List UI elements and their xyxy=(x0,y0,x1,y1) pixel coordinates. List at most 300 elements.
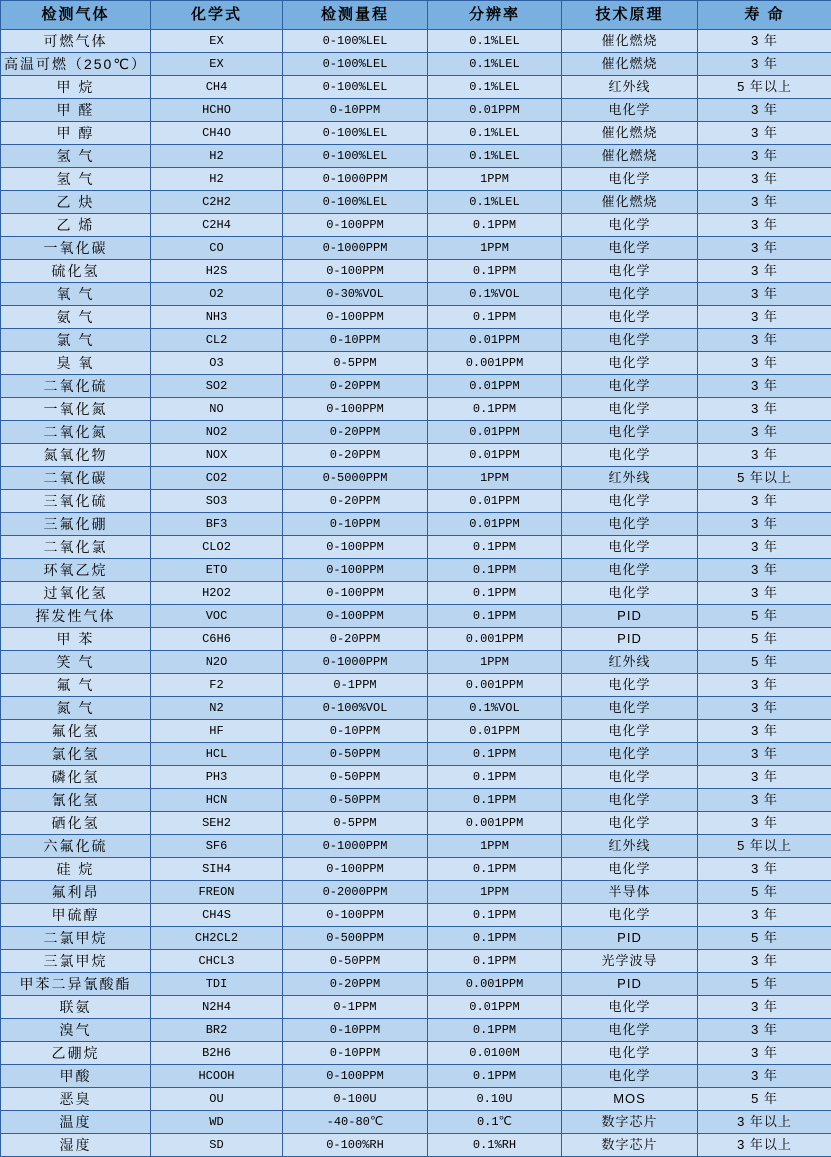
table-row xyxy=(1,283,831,306)
cell-formula: O2 xyxy=(151,283,283,306)
cell-technology: PID xyxy=(562,927,698,950)
cell-range: 0-100PPM xyxy=(283,214,428,237)
cell-gas: 甲酸 xyxy=(1,1065,151,1088)
cell-resolution: 0.1PPM xyxy=(428,789,562,812)
cell-range: 0-50PPM xyxy=(283,743,428,766)
cell-formula: B2H6 xyxy=(151,1042,283,1065)
column-header-range: 检测量程 xyxy=(283,1,428,30)
cell-resolution: 0.01PPM xyxy=(428,99,562,122)
cell-resolution: 0.1PPM xyxy=(428,1019,562,1042)
cell-range: 0-100PPM xyxy=(283,536,428,559)
cell-technology: 电化学 xyxy=(562,582,698,605)
cell-gas: 二氯甲烷 xyxy=(1,927,151,950)
cell-gas: 可燃气体 xyxy=(1,30,151,53)
cell-lifetime: 3 年 xyxy=(698,191,831,214)
cell-range: 0-10PPM xyxy=(283,1042,428,1065)
cell-resolution: 0.1PPM xyxy=(428,260,562,283)
cell-formula: H2 xyxy=(151,168,283,191)
cell-formula: CH4 xyxy=(151,76,283,99)
cell-gas: 甲苯二异氰酸酯 xyxy=(1,973,151,996)
cell-resolution: 1PPM xyxy=(428,237,562,260)
cell-range: 0-100U xyxy=(283,1088,428,1111)
cell-formula: C2H4 xyxy=(151,214,283,237)
cell-lifetime: 3 年 xyxy=(698,996,831,1019)
cell-range: 0-100%LEL xyxy=(283,145,428,168)
cell-lifetime: 3 年 xyxy=(698,1019,831,1042)
cell-range: 0-100PPM xyxy=(283,582,428,605)
cell-resolution: 0.1PPM xyxy=(428,582,562,605)
cell-gas: 乙 炔 xyxy=(1,191,151,214)
cell-range: 0-100%LEL xyxy=(283,53,428,76)
cell-resolution: 0.1%LEL xyxy=(428,122,562,145)
table-row xyxy=(1,536,831,559)
cell-gas: 二氧化硫 xyxy=(1,375,151,398)
cell-resolution: 1PPM xyxy=(428,467,562,490)
table-row xyxy=(1,881,831,904)
table-row xyxy=(1,904,831,927)
table-row xyxy=(1,375,831,398)
table-row xyxy=(1,651,831,674)
table-row xyxy=(1,490,831,513)
cell-technology: PID xyxy=(562,605,698,628)
cell-gas: 过氧化氢 xyxy=(1,582,151,605)
cell-range: 0-1000PPM xyxy=(283,651,428,674)
cell-gas: 氢 气 xyxy=(1,168,151,191)
cell-lifetime: 3 年 xyxy=(698,444,831,467)
cell-range: 0-20PPM xyxy=(283,628,428,651)
cell-lifetime: 3 年以上 xyxy=(698,1111,831,1134)
cell-technology: 电化学 xyxy=(562,329,698,352)
cell-gas: 氢 气 xyxy=(1,145,151,168)
cell-technology: PID xyxy=(562,628,698,651)
cell-lifetime: 3 年 xyxy=(698,513,831,536)
cell-lifetime: 5 年 xyxy=(698,973,831,996)
cell-gas: 六氟化硫 xyxy=(1,835,151,858)
cell-resolution: 0.1%VOL xyxy=(428,283,562,306)
table-row xyxy=(1,513,831,536)
cell-resolution: 0.001PPM xyxy=(428,352,562,375)
cell-formula: C2H2 xyxy=(151,191,283,214)
cell-lifetime: 3 年 xyxy=(698,697,831,720)
cell-gas: 甲 烷 xyxy=(1,76,151,99)
cell-lifetime: 3 年 xyxy=(698,536,831,559)
cell-resolution: 0.1%LEL xyxy=(428,30,562,53)
cell-range: 0-5PPM xyxy=(283,352,428,375)
cell-range: 0-100%RH xyxy=(283,1134,428,1157)
cell-resolution: 1PPM xyxy=(428,881,562,904)
cell-range: 0-50PPM xyxy=(283,950,428,973)
table-row xyxy=(1,720,831,743)
cell-formula: FREON xyxy=(151,881,283,904)
table-row xyxy=(1,467,831,490)
cell-technology: 红外线 xyxy=(562,467,698,490)
table-row xyxy=(1,950,831,973)
cell-range: 0-100PPM xyxy=(283,904,428,927)
cell-resolution: 0.01PPM xyxy=(428,329,562,352)
cell-technology: 电化学 xyxy=(562,743,698,766)
cell-gas: 氟利昂 xyxy=(1,881,151,904)
cell-gas: 甲 醇 xyxy=(1,122,151,145)
column-header-lifetime: 寿 命 xyxy=(698,1,831,30)
cell-formula: SO2 xyxy=(151,375,283,398)
cell-gas: 高温可燃（250℃） xyxy=(1,53,151,76)
cell-gas: 环氧乙烷 xyxy=(1,559,151,582)
cell-lifetime: 3 年 xyxy=(698,582,831,605)
cell-technology: 电化学 xyxy=(562,720,698,743)
cell-technology: 红外线 xyxy=(562,835,698,858)
cell-resolution: 0.001PPM xyxy=(428,674,562,697)
cell-technology: 电化学 xyxy=(562,812,698,835)
table-row xyxy=(1,582,831,605)
cell-formula: BF3 xyxy=(151,513,283,536)
cell-gas: 氰化氢 xyxy=(1,789,151,812)
cell-gas: 硫化氢 xyxy=(1,260,151,283)
cell-gas: 氮氧化物 xyxy=(1,444,151,467)
cell-lifetime: 3 年 xyxy=(698,122,831,145)
cell-lifetime: 3 年 xyxy=(698,99,831,122)
cell-range: 0-500PPM xyxy=(283,927,428,950)
cell-lifetime: 3 年 xyxy=(698,168,831,191)
cell-formula: HCHO xyxy=(151,99,283,122)
cell-range: 0-5PPM xyxy=(283,812,428,835)
cell-range: 0-10PPM xyxy=(283,1019,428,1042)
cell-lifetime: 5 年以上 xyxy=(698,835,831,858)
cell-technology: 催化燃烧 xyxy=(562,145,698,168)
cell-resolution: 0.01PPM xyxy=(428,490,562,513)
cell-technology: 催化燃烧 xyxy=(562,53,698,76)
cell-lifetime: 5 年 xyxy=(698,651,831,674)
cell-technology: 电化学 xyxy=(562,99,698,122)
cell-range: 0-100PPM xyxy=(283,605,428,628)
cell-formula: SIH4 xyxy=(151,858,283,881)
cell-resolution: 0.01PPM xyxy=(428,720,562,743)
cell-range: 0-1000PPM xyxy=(283,835,428,858)
cell-gas: 磷化氢 xyxy=(1,766,151,789)
table-row xyxy=(1,628,831,651)
cell-technology: 电化学 xyxy=(562,398,698,421)
cell-formula: N2H4 xyxy=(151,996,283,1019)
cell-range: 0-100PPM xyxy=(283,398,428,421)
column-header-formula: 化学式 xyxy=(151,1,283,30)
table-row xyxy=(1,697,831,720)
cell-range: 0-10PPM xyxy=(283,720,428,743)
cell-formula: CO xyxy=(151,237,283,260)
cell-technology: 电化学 xyxy=(562,444,698,467)
cell-resolution: 0.1℃ xyxy=(428,1111,562,1134)
table-row xyxy=(1,329,831,352)
cell-resolution: 0.1%RH xyxy=(428,1134,562,1157)
cell-range: 0-100%LEL xyxy=(283,122,428,145)
cell-lifetime: 3 年 xyxy=(698,214,831,237)
cell-resolution: 0.1PPM xyxy=(428,766,562,789)
cell-formula: CHCL3 xyxy=(151,950,283,973)
cell-range: 0-100PPM xyxy=(283,858,428,881)
cell-gas: 甲 苯 xyxy=(1,628,151,651)
cell-formula: TDI xyxy=(151,973,283,996)
cell-lifetime: 5 年 xyxy=(698,927,831,950)
cell-resolution: 0.1PPM xyxy=(428,605,562,628)
cell-resolution: 0.1PPM xyxy=(428,927,562,950)
cell-technology: 电化学 xyxy=(562,766,698,789)
cell-technology: 电化学 xyxy=(562,306,698,329)
cell-resolution: 0.1%LEL xyxy=(428,191,562,214)
cell-range: 0-20PPM xyxy=(283,973,428,996)
table-row xyxy=(1,30,831,53)
cell-formula: CO2 xyxy=(151,467,283,490)
cell-formula: SO3 xyxy=(151,490,283,513)
cell-lifetime: 3 年 xyxy=(698,720,831,743)
cell-technology: 电化学 xyxy=(562,168,698,191)
cell-range: 0-100PPM xyxy=(283,306,428,329)
table-row xyxy=(1,1088,831,1111)
cell-lifetime: 3 年 xyxy=(698,306,831,329)
cell-formula: HCN xyxy=(151,789,283,812)
cell-technology: 电化学 xyxy=(562,513,698,536)
cell-gas: 乙硼烷 xyxy=(1,1042,151,1065)
cell-lifetime: 3 年 xyxy=(698,904,831,927)
cell-formula: EX xyxy=(151,53,283,76)
table-row xyxy=(1,53,831,76)
cell-gas: 氯 气 xyxy=(1,329,151,352)
table-row xyxy=(1,76,831,99)
cell-range: 0-100PPM xyxy=(283,1065,428,1088)
cell-resolution: 0.1PPM xyxy=(428,306,562,329)
cell-resolution: 0.01PPM xyxy=(428,996,562,1019)
cell-lifetime: 3 年 xyxy=(698,352,831,375)
cell-technology: 数字芯片 xyxy=(562,1111,698,1134)
cell-resolution: 0.01PPM xyxy=(428,513,562,536)
cell-formula: SF6 xyxy=(151,835,283,858)
cell-resolution: 0.01PPM xyxy=(428,375,562,398)
cell-technology: 电化学 xyxy=(562,1065,698,1088)
cell-resolution: 0.1PPM xyxy=(428,743,562,766)
table-row xyxy=(1,927,831,950)
cell-gas: 一氧化碳 xyxy=(1,237,151,260)
cell-range: 0-50PPM xyxy=(283,766,428,789)
cell-gas: 二氧化氯 xyxy=(1,536,151,559)
cell-formula: NO2 xyxy=(151,421,283,444)
cell-gas: 氮 气 xyxy=(1,697,151,720)
cell-technology: PID xyxy=(562,973,698,996)
cell-range: 0-20PPM xyxy=(283,421,428,444)
cell-formula: N2 xyxy=(151,697,283,720)
cell-formula: NOX xyxy=(151,444,283,467)
cell-gas: 乙 烯 xyxy=(1,214,151,237)
cell-technology: 电化学 xyxy=(562,375,698,398)
cell-gas: 笑 气 xyxy=(1,651,151,674)
cell-range: 0-1PPM xyxy=(283,996,428,1019)
cell-resolution: 0.1%LEL xyxy=(428,53,562,76)
table-header-row xyxy=(1,1,831,30)
table-row xyxy=(1,1134,831,1157)
cell-lifetime: 3 年 xyxy=(698,329,831,352)
cell-formula: NO xyxy=(151,398,283,421)
cell-range: 0-20PPM xyxy=(283,375,428,398)
cell-formula: NH3 xyxy=(151,306,283,329)
table-row xyxy=(1,398,831,421)
cell-technology: 催化燃烧 xyxy=(562,122,698,145)
cell-lifetime: 3 年 xyxy=(698,950,831,973)
cell-range: 0-50PPM xyxy=(283,789,428,812)
cell-technology: 电化学 xyxy=(562,996,698,1019)
cell-formula: OU xyxy=(151,1088,283,1111)
cell-formula: HCL xyxy=(151,743,283,766)
cell-technology: 数字芯片 xyxy=(562,1134,698,1157)
cell-lifetime: 3 年 xyxy=(698,1065,831,1088)
cell-resolution: 1PPM xyxy=(428,651,562,674)
table-row xyxy=(1,743,831,766)
cell-resolution: 0.1PPM xyxy=(428,214,562,237)
cell-lifetime: 3 年 xyxy=(698,145,831,168)
cell-technology: 电化学 xyxy=(562,352,698,375)
cell-lifetime: 3 年 xyxy=(698,674,831,697)
table-row xyxy=(1,1065,831,1088)
cell-gas: 三氧化硫 xyxy=(1,490,151,513)
cell-gas: 氨 气 xyxy=(1,306,151,329)
cell-formula: H2S xyxy=(151,260,283,283)
table-row xyxy=(1,1111,831,1134)
cell-lifetime: 3 年 xyxy=(698,237,831,260)
cell-resolution: 0.10U xyxy=(428,1088,562,1111)
cell-gas: 挥发性气体 xyxy=(1,605,151,628)
table-row xyxy=(1,973,831,996)
cell-resolution: 0.01PPM xyxy=(428,444,562,467)
cell-technology: 电化学 xyxy=(562,858,698,881)
cell-lifetime: 3 年 xyxy=(698,559,831,582)
table-row xyxy=(1,145,831,168)
cell-lifetime: 3 年 xyxy=(698,398,831,421)
cell-technology: 电化学 xyxy=(562,1042,698,1065)
table-row xyxy=(1,766,831,789)
cell-gas: 氧 气 xyxy=(1,283,151,306)
cell-gas: 臭 氧 xyxy=(1,352,151,375)
table-row xyxy=(1,122,831,145)
table-row xyxy=(1,835,831,858)
table-row xyxy=(1,237,831,260)
cell-formula: CH4S xyxy=(151,904,283,927)
cell-range: 0-100%LEL xyxy=(283,30,428,53)
cell-formula: H2 xyxy=(151,145,283,168)
cell-resolution: 0.0100M xyxy=(428,1042,562,1065)
cell-technology: 电化学 xyxy=(562,559,698,582)
table-row xyxy=(1,352,831,375)
table-row xyxy=(1,674,831,697)
cell-formula: HF xyxy=(151,720,283,743)
cell-formula: CLO2 xyxy=(151,536,283,559)
cell-gas: 氯化氢 xyxy=(1,743,151,766)
cell-lifetime: 3 年 xyxy=(698,1042,831,1065)
table-row xyxy=(1,605,831,628)
cell-gas: 甲硫醇 xyxy=(1,904,151,927)
cell-lifetime: 3 年 xyxy=(698,812,831,835)
cell-gas: 温度 xyxy=(1,1111,151,1134)
cell-formula: CH4O xyxy=(151,122,283,145)
cell-gas: 甲 醛 xyxy=(1,99,151,122)
cell-formula: SEH2 xyxy=(151,812,283,835)
cell-gas: 氟化氢 xyxy=(1,720,151,743)
cell-gas: 三氟化硼 xyxy=(1,513,151,536)
cell-range: 0-20PPM xyxy=(283,490,428,513)
cell-technology: 电化学 xyxy=(562,260,698,283)
cell-formula: SD xyxy=(151,1134,283,1157)
cell-range: 0-100%LEL xyxy=(283,76,428,99)
cell-range: 0-2000PPM xyxy=(283,881,428,904)
cell-resolution: 0.1PPM xyxy=(428,398,562,421)
cell-formula: VOC xyxy=(151,605,283,628)
cell-formula: O3 xyxy=(151,352,283,375)
cell-formula: N2O xyxy=(151,651,283,674)
cell-gas: 硅 烷 xyxy=(1,858,151,881)
cell-resolution: 1PPM xyxy=(428,168,562,191)
cell-lifetime: 3 年 xyxy=(698,789,831,812)
table-row xyxy=(1,1019,831,1042)
table-body xyxy=(1,30,831,1157)
cell-technology: 红外线 xyxy=(562,651,698,674)
cell-range: 0-100%LEL xyxy=(283,191,428,214)
cell-lifetime: 3 年 xyxy=(698,375,831,398)
cell-resolution: 0.01PPM xyxy=(428,421,562,444)
cell-lifetime: 3 年 xyxy=(698,490,831,513)
cell-lifetime: 5 年 xyxy=(698,881,831,904)
cell-formula: HCOOH xyxy=(151,1065,283,1088)
cell-range: 0-100%VOL xyxy=(283,697,428,720)
cell-range: 0-10PPM xyxy=(283,99,428,122)
cell-formula: ETO xyxy=(151,559,283,582)
table-row xyxy=(1,812,831,835)
cell-gas: 恶臭 xyxy=(1,1088,151,1111)
table-row xyxy=(1,996,831,1019)
table-row xyxy=(1,306,831,329)
table-row xyxy=(1,421,831,444)
cell-formula: WD xyxy=(151,1111,283,1134)
cell-technology: 半导体 xyxy=(562,881,698,904)
cell-technology: 电化学 xyxy=(562,237,698,260)
table-row xyxy=(1,1042,831,1065)
cell-gas: 联氨 xyxy=(1,996,151,1019)
cell-range: 0-20PPM xyxy=(283,444,428,467)
cell-range: 0-10PPM xyxy=(283,329,428,352)
cell-resolution: 0.1%LEL xyxy=(428,76,562,99)
cell-lifetime: 3 年以上 xyxy=(698,1134,831,1157)
cell-resolution: 0.1PPM xyxy=(428,1065,562,1088)
cell-range: 0-100PPM xyxy=(283,559,428,582)
cell-gas: 三氯甲烷 xyxy=(1,950,151,973)
cell-technology: 电化学 xyxy=(562,214,698,237)
table-row xyxy=(1,168,831,191)
cell-range: 0-10PPM xyxy=(283,513,428,536)
cell-resolution: 0.1PPM xyxy=(428,904,562,927)
cell-range: 0-1PPM xyxy=(283,674,428,697)
cell-technology: 催化燃烧 xyxy=(562,30,698,53)
cell-technology: 电化学 xyxy=(562,421,698,444)
cell-lifetime: 5 年 xyxy=(698,628,831,651)
cell-formula: H2O2 xyxy=(151,582,283,605)
cell-technology: 电化学 xyxy=(562,674,698,697)
cell-lifetime: 5 年以上 xyxy=(698,76,831,99)
cell-technology: 红外线 xyxy=(562,76,698,99)
cell-gas: 二氧化氮 xyxy=(1,421,151,444)
cell-technology: 电化学 xyxy=(562,1019,698,1042)
cell-resolution: 0.1PPM xyxy=(428,536,562,559)
cell-lifetime: 3 年 xyxy=(698,30,831,53)
cell-lifetime: 3 年 xyxy=(698,283,831,306)
cell-resolution: 0.1%VOL xyxy=(428,697,562,720)
cell-formula: PH3 xyxy=(151,766,283,789)
cell-resolution: 0.001PPM xyxy=(428,973,562,996)
cell-gas: 溴气 xyxy=(1,1019,151,1042)
table-row xyxy=(1,99,831,122)
cell-lifetime: 5 年以上 xyxy=(698,467,831,490)
